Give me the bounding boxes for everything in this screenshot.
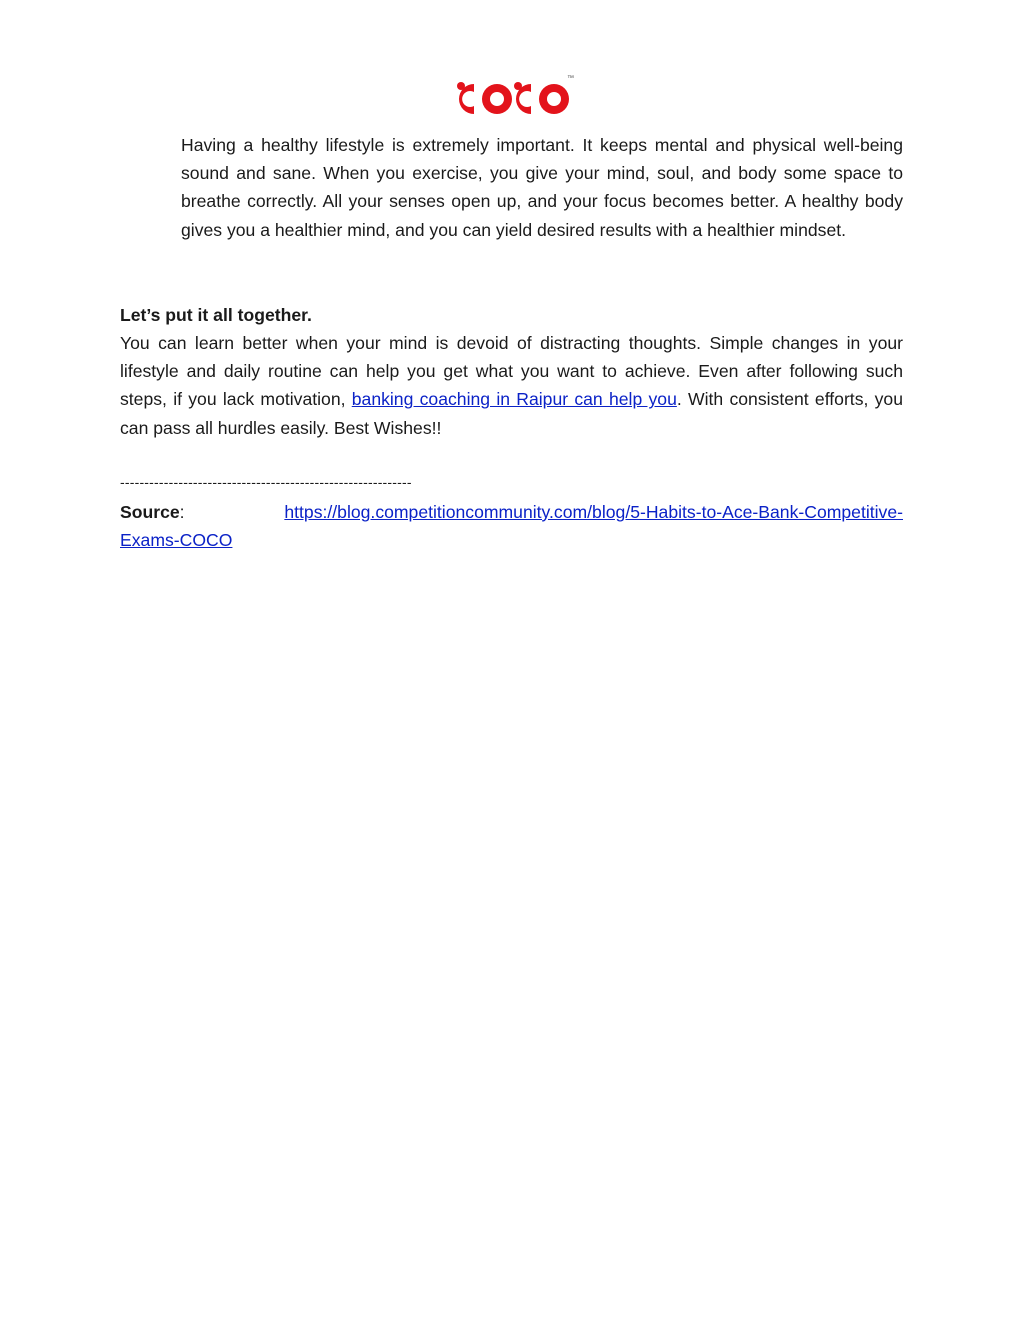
healthy-lifestyle-paragraph: Having a healthy lifestyle is extremely important. It keeps mental and physical well-being sound and sane. When you exercise, you give your mind, soul, and body some space to breathe correctly. All your senses open up, and your focus becomes better. A healthy body gives you a healthier mind, and you can yield desired results with a healthier mindset. <box>181 135 903 240</box>
source-url-link-line1[interactable]: https://blog.competitioncommunity.com/blog/5-Habits-to-Ace-Bank-Competitive- <box>284 502 903 522</box>
summary-paragraph <box>120 329 903 442</box>
coco-logo-icon <box>452 76 574 120</box>
source-label-group <box>120 498 185 526</box>
banking-coaching-link[interactable]: banking coaching in Raipur can help you <box>351 389 677 410</box>
summary-text-before-link: You can learn better when your mind is devoid of distracting thoughts. Simple changes in your lifestyle and daily routine can help you get what you want to achieve. Even after following such steps, if you lack motivation, <box>120 333 903 410</box>
summary-text-after-link: . With consistent efforts, you can pass all hurdles easily. Best Wishes!! <box>120 389 903 438</box>
source-label: Source <box>120 502 180 522</box>
coco-logo <box>452 76 574 120</box>
source-colon: : <box>179 502 185 522</box>
section-heading: Let’s put it all together. <box>120 305 312 325</box>
trademark-symbol: ™ <box>567 75 574 82</box>
source-block <box>120 498 903 554</box>
source-url-link-line2[interactable]: Exams-COCO <box>120 530 233 551</box>
dashed-divider: ------------------------------------------------------------ <box>120 474 412 490</box>
